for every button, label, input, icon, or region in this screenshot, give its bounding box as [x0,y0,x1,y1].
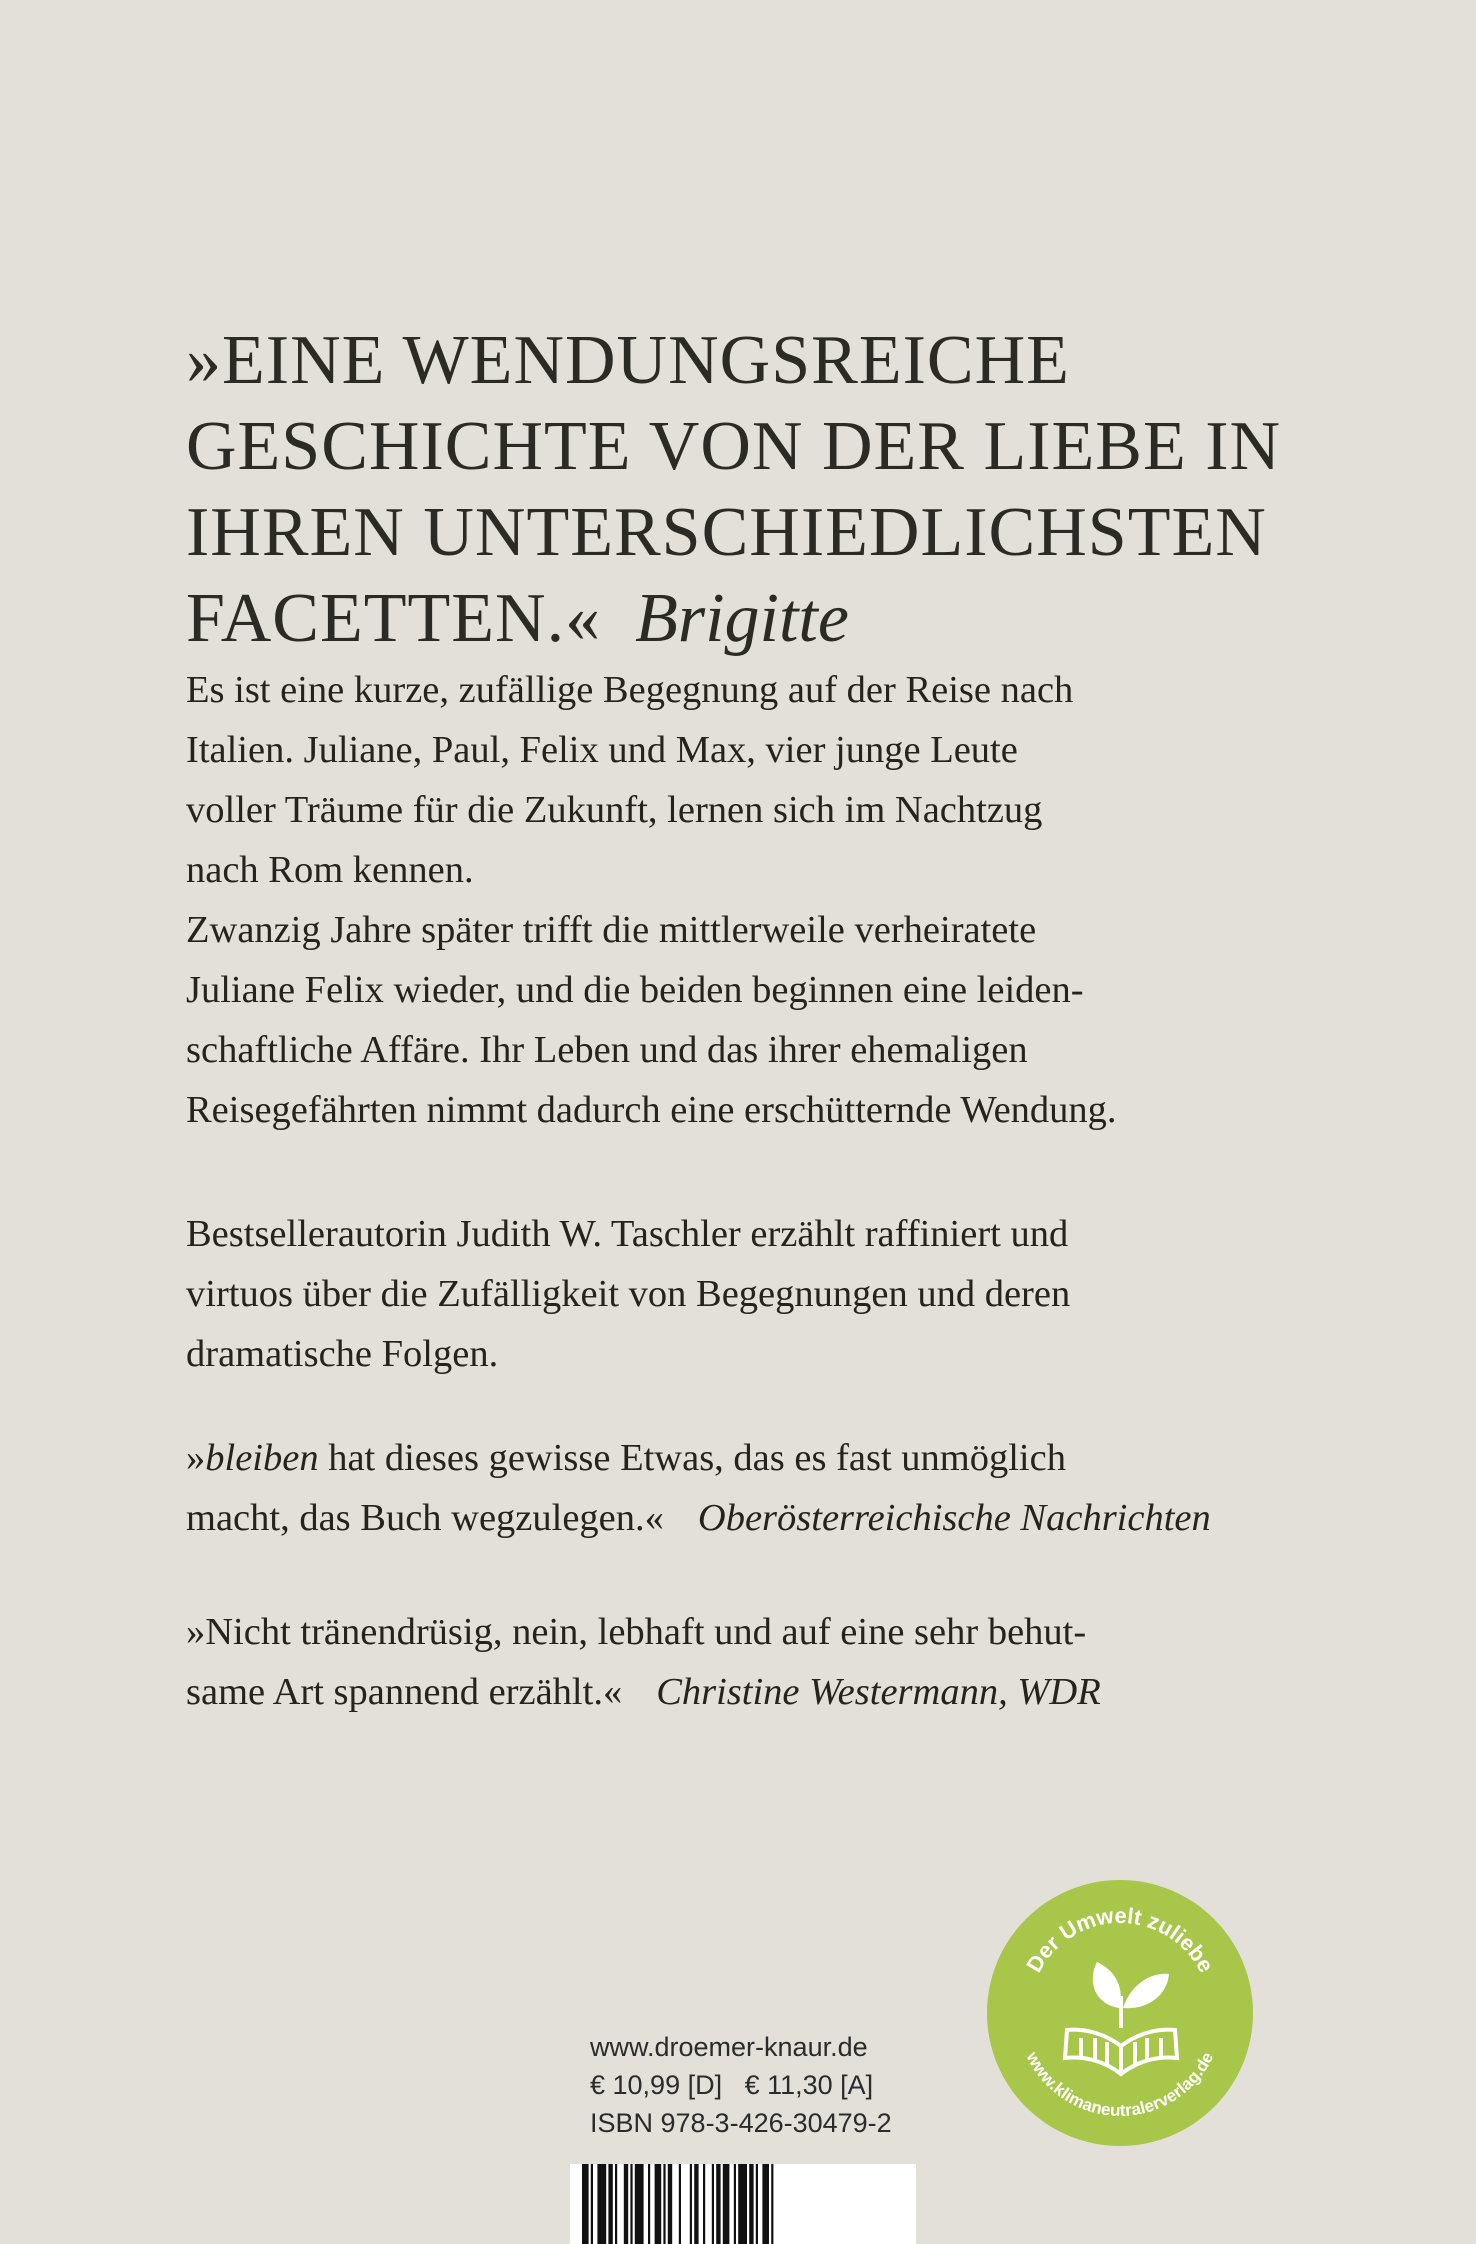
blurb-line: Zwanzig Jahre später trifft die mittlerweile verheiratete [186,909,1037,951]
headline-quote [186,318,1326,662]
isbn: ISBN 978-3-426-30479-2 [590,2108,892,2138]
blurb-line: voller Träume für die Zukunft, lernen sich im Nachtzug [186,789,1043,831]
author-paragraph [186,1204,1336,1384]
blurb-line: nach Rom kennen. [186,849,474,891]
barcode-bar [771,2164,773,2244]
headline-line: GESCHICHTE VON DER LIEBE IN [186,408,1282,485]
quote-line [186,1488,1336,1548]
book-title: bleiben [205,1437,319,1479]
quote-open-mark: » [186,1437,206,1479]
author-line: Bestsellerautorin Judith W. Taschler erzählt raffiniert und [186,1213,1069,1255]
quote-line: »Nicht tränendrüsig, nein, lebhaft und auf eine sehr behut- [186,1611,1087,1653]
barcode-bar [694,2164,698,2244]
barcode-bar [756,2164,758,2244]
barcode-bar [734,2164,736,2244]
blurb-line: Juliane Felix wieder, und die beiden beginnen eine leiden- [186,969,1084,1011]
barcode-bar [749,2164,753,2244]
quote-text: macht, das Buch wegzulegen.« [186,1497,664,1539]
barcode-bar [712,2164,714,2244]
price-info: € 10,99 [D] € 11,30 [A] [590,2070,874,2100]
barcode-bar [723,2164,730,2244]
imprint-block [590,2028,910,2142]
quote-line [186,1428,1336,1488]
badge-bottom-text: www.klimaneutralerverlag.de [1022,2048,1218,2121]
barcode-bar [679,2164,681,2244]
blurb-line: schaftliche Affäre. Ihr Leben und das ihrer ehemaligen [186,1029,1028,1071]
barcode-bar [648,2164,650,2244]
eco-badge-graphic [985,1878,1255,2148]
author-line: dramatische Folgen. [186,1333,499,1375]
barcode-bar [738,2164,747,2244]
barcode-bar [663,2164,665,2244]
barcode-bar [608,2164,612,2244]
barcode-bar [762,2164,769,2244]
author-line: virtuos über die Zufälligkeit von Begegnungen und deren [186,1273,1071,1315]
eco-badge [985,1878,1255,2148]
barcode [570,2164,916,2244]
quote-text: same Art spannend erzählt.« [186,1671,623,1713]
headline-source: Brigitte [635,580,849,657]
barcode-bar [716,2164,720,2244]
barcode-bar [635,2164,644,2244]
barcode-bar [668,2164,672,2244]
headline-line: IHREN UNTERSCHIEDLICHSTEN [186,494,1267,571]
badge-top-text: Der Umwelt zuliebe [1021,1902,1219,1977]
quote-text: hat dieses gewisse Etwas, das es fast unmöglich [318,1437,1066,1479]
barcode-graphic [570,2164,916,2244]
barcode-bar [703,2164,705,2244]
headline-line: »EINE WENDUNGSREICHE [186,322,1070,399]
barcode-bar [624,2164,628,2244]
blurb-line: Reisegefährten nimmt dadurch eine erschütternde Wendung. [186,1089,1117,1131]
barcode-bar [655,2164,662,2244]
blurb-line: Es ist eine kurze, zufällige Begegnung auf der Reise nach [186,669,1074,711]
headline-last-line [186,576,1326,662]
quote-source: Christine Westermann, WDR [656,1671,1101,1713]
review-quote-2 [186,1602,1336,1722]
headline-line: FACETTEN.« [186,580,602,657]
blurb-paragraph [186,660,1336,1140]
barcode-bar [690,2164,692,2244]
blurb-line: Italien. Juliane, Paul, Felix und Max, vier junge Leute [186,729,1018,771]
barcode-bar [591,2164,593,2244]
quote-line [186,1662,1336,1722]
barcode-bar [630,2164,632,2244]
barcode-bar [597,2164,606,2244]
quote-source: Oberösterreichische Nachrichten [697,1497,1211,1539]
publisher-website: www.droemer-knaur.de [590,2032,868,2062]
barcode-bar [615,2164,617,2244]
review-quote-1 [186,1428,1336,1548]
barcode-bar [582,2164,589,2244]
